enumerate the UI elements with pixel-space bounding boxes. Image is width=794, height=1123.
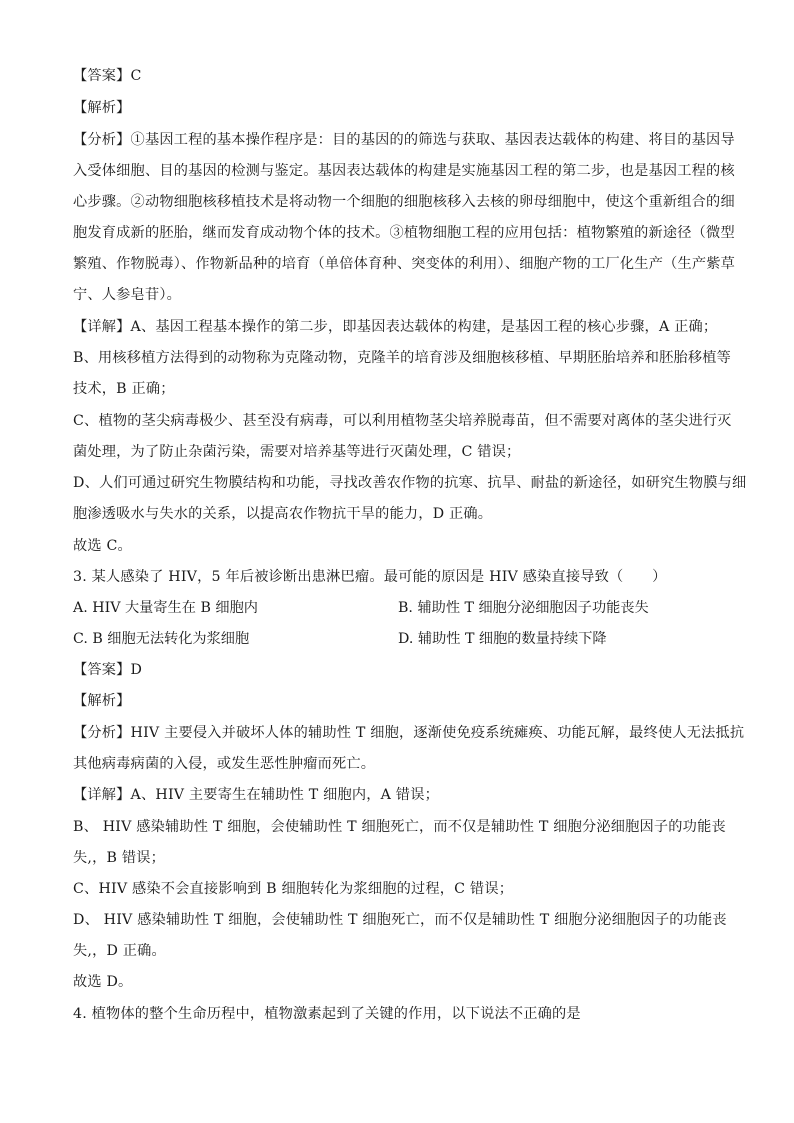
option-b: B. 辅助性 T 细胞分泌细胞因子功能丧失 <box>398 600 649 616</box>
conclusion-line: 故选 D。 <box>73 974 133 990</box>
detail-text-line: 【详解】A、HIV 主要寄生在辅助性 T 细胞内，A 错误； <box>73 787 439 803</box>
detail-text-line: D、人们可通过研究生物膜结构和功能，寻找改善农作物的抗寒、抗旱、耐盐的新途径，如研究生物膜与细 <box>73 475 747 491</box>
answer-label: 【答案】D <box>73 662 143 678</box>
analysis-text-line: 繁殖、作物脱毒）、作物新品种的培育（单倍体育种、突变体的利用）、细胞产物的工厂化生产（生产紫草 <box>73 256 736 272</box>
answer-label: 【答案】C <box>73 68 142 84</box>
detail-text-line: B、 HIV 感染辅助性 T 细胞，会使辅助性 T 细胞死亡，而不仅是辅助性 T 细胞分泌细胞因子的功能丧 <box>73 819 726 835</box>
analysis-text-line: 【分析】HIV 主要侵入并破坏人体的辅助性 T 细胞，逐渐使免疫系统瘫痪、功能瓦解，最终使人无法抵抗 <box>73 725 745 741</box>
analysis-label: 【解析】 <box>73 100 131 116</box>
detail-text-line: B、用核移植方法得到的动物称为克隆动物，克隆羊的培育涉及细胞核移植、早期胚胎培养和胚胎移植等 <box>73 350 732 366</box>
question-3-stem: 3. 某人感染了 HIV，5 年后被诊断出患淋巴瘤。最可能的原因是 HIV 感染直接导致（ ） <box>73 569 667 585</box>
analysis-text-line: 宁、人参皂苷）。 <box>73 287 182 303</box>
detail-text-line: 菌处理，为了防止杂菌污染，需要对培养基等进行灭菌处理，C 错误； <box>73 444 521 460</box>
detail-text-line: 失,，D 正确。 <box>73 943 166 959</box>
detail-text-line: 胞渗透吸水与失水的关系，以提高农作物抗干旱的能力，D 正确。 <box>73 506 493 522</box>
conclusion-line: 故选 C。 <box>73 538 132 554</box>
option-c: C. B 细胞无法转化为浆细胞 <box>73 631 250 647</box>
option-a: A. HIV 大量寄生在 B 细胞内 <box>73 600 258 616</box>
analysis-text-line: 心步骤。②动物细胞核移植技术是将动物一个细胞的细胞核移入去核的卵母细胞中，使这个重新组合的细 <box>73 194 735 210</box>
detail-text-line: D、 HIV 感染辅助性 T 细胞，会使辅助性 T 细胞死亡，而不仅是辅助性 T 细胞分泌细胞因子的功能丧 <box>73 912 727 928</box>
detail-text-line: C、植物的茎尖病毒极少、甚至没有病毒，可以利用植物茎尖培养脱毒苗，但不需要对离体的茎尖进行灭 <box>73 413 732 429</box>
analysis-text-line: 其他病毒病菌的入侵，或发生恶性肿瘤而死亡。 <box>73 756 376 772</box>
detail-text-line: 【详解】A、基因工程基本操作的第二步，即基因表达载体的构建，是基因工程的核心步骤，A 正确； <box>73 319 718 335</box>
analysis-text-line: 入受体细胞、目的基因的检测与鉴定。基因表达载体的构建是实施基因工程的第二步，也是基因工程的核 <box>73 163 735 179</box>
detail-text-line: 失,，B 错误； <box>73 850 165 866</box>
analysis-text-line: 【分析】①基因工程的基本操作程序是：目的基因的的筛选与获取、基因表达载体的构建、将目的基因导 <box>73 132 735 148</box>
analysis-label: 【解析】 <box>73 693 131 709</box>
detail-text-line: 技术，B 正确； <box>73 381 175 397</box>
option-d: D. 辅助性 T 细胞的数量持续下降 <box>398 631 607 647</box>
detail-text-line: C、HIV 感染不会直接影响到 B 细胞转化为浆细胞的过程，C 错误； <box>73 881 514 897</box>
question-4-stem: 4. 植物体的整个生命历程中，植物激素起到了关键的作用，以下说法不正确的是 <box>73 1006 581 1022</box>
analysis-text-line: 胞发育成新的胚胎，继而发育成动物个体的技术。③植物细胞工程的应用包括：植物繁殖的新途径（微型 <box>73 225 735 241</box>
